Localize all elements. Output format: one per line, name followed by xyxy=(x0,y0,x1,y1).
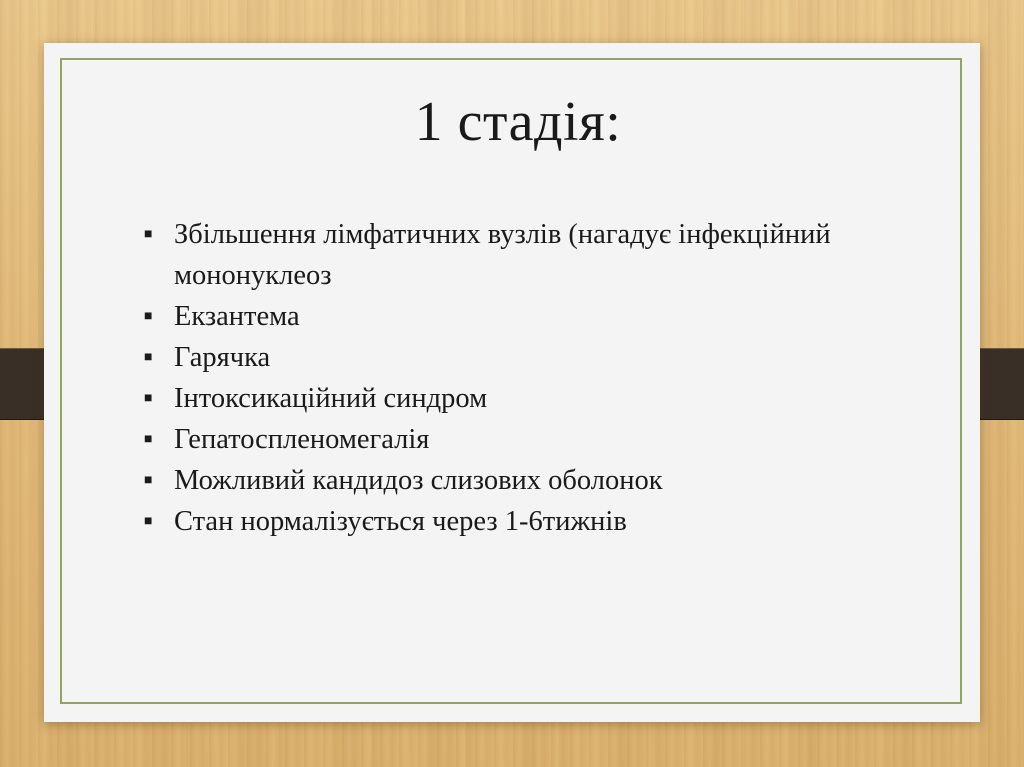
bullet-square-icon: ■ xyxy=(144,309,153,324)
bullet-square-icon: ■ xyxy=(144,432,153,447)
bullet-square-icon: ■ xyxy=(144,514,153,529)
bullet-square-icon: ■ xyxy=(144,391,153,406)
list-item xyxy=(144,337,844,378)
bullet-text: Екзантема xyxy=(174,301,300,332)
bullet-text: Інтоксикаційний синдром xyxy=(174,383,488,414)
bullet-text: Гарячка xyxy=(174,342,271,373)
bullet-square-icon: ■ xyxy=(144,473,153,488)
slide-title: 1 стадія: xyxy=(414,91,622,153)
bullet-text: Стан нормалізується через 1-6тижнів xyxy=(174,506,627,537)
list-item xyxy=(144,419,844,460)
bullet-square-icon: ■ xyxy=(144,227,153,242)
bullet-square-icon: ■ xyxy=(144,350,153,365)
bullet-list xyxy=(144,214,844,542)
bullet-text: Гепатоспленомегалія xyxy=(174,424,430,455)
bullet-text: Можливий кандидоз слизових оболонок xyxy=(174,465,663,496)
list-item xyxy=(144,296,844,337)
list-item xyxy=(144,214,844,296)
list-item xyxy=(144,378,844,419)
list-item xyxy=(144,501,844,542)
bullet-text: Збільшення лімфатичних вузлів (нагадує інфекційний мононуклеоз xyxy=(174,219,831,291)
list-item xyxy=(144,460,844,501)
